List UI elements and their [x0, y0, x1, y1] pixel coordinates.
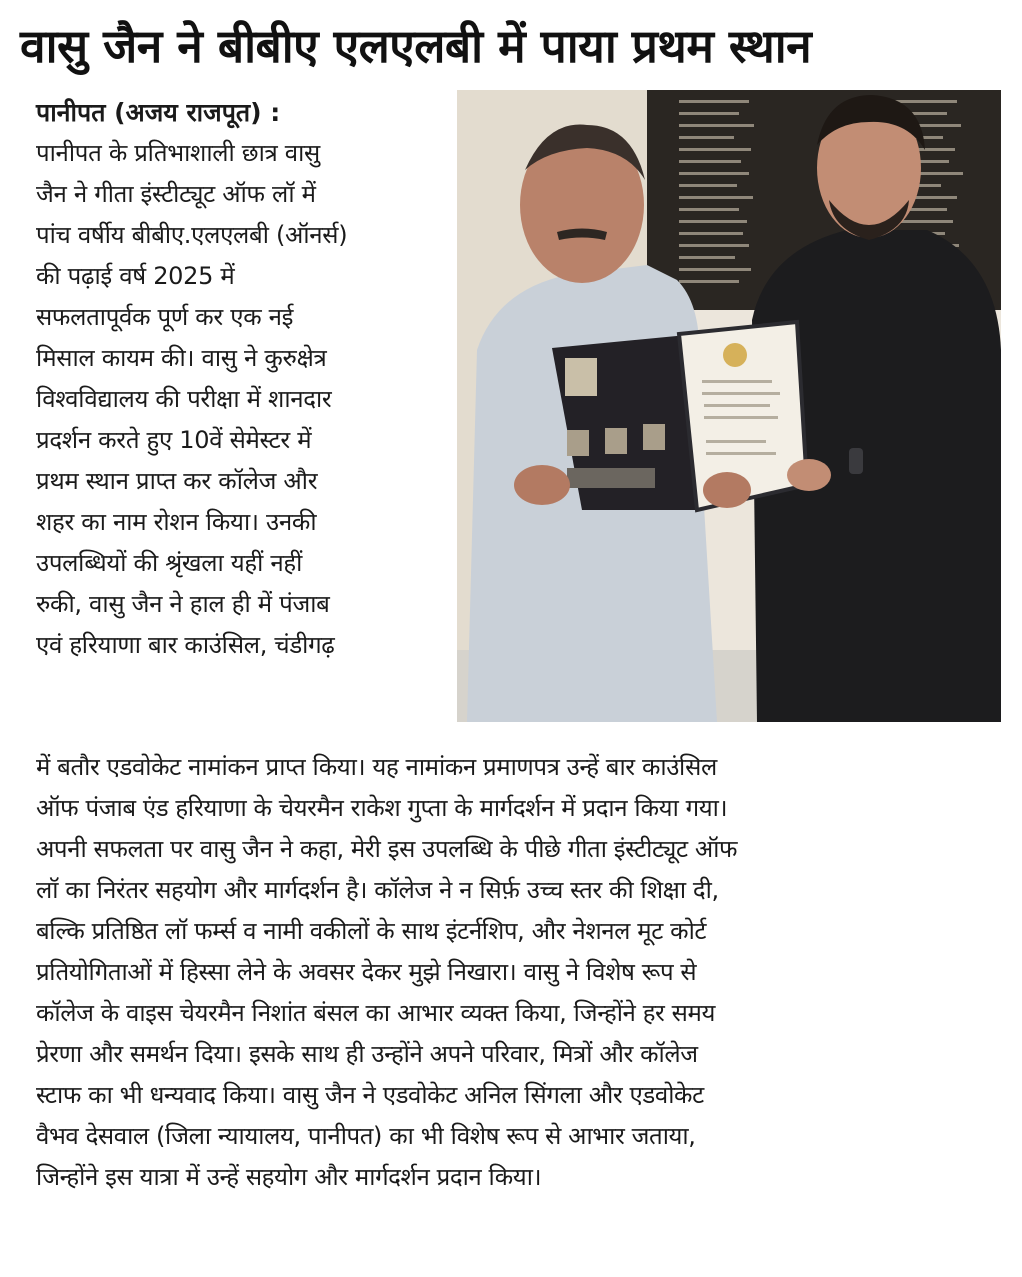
- body-line: कॉलेज के वाइस चेयरमैन निशांत बंसल का आभार व्यक्त किया, जिन्होंने हर समय: [36, 999, 715, 1027]
- body-line: शहर का नाम रोशन किया। उनकी: [36, 508, 317, 536]
- headline: वासु जैन ने बीबीए एलएलबी में पाया प्रथम स्थान: [20, 19, 812, 73]
- folder-portrait: [565, 358, 597, 396]
- article-top-column: [36, 92, 451, 666]
- news-photo: [457, 90, 1001, 722]
- folder-photo: [643, 424, 665, 450]
- body-line: वैभव देसवाल (जिला न्यायालय, पानीपत) का भी विशेष रूप से आभार जताया,: [36, 1122, 696, 1150]
- body-line: पानीपत के प्रतिभाशाली छात्र वासु: [36, 139, 320, 167]
- body-line: ऑफ पंजाब एंड हरियाणा के चेयरमैन राकेश गुप्ता के मार्गदर्शन में प्रदान किया गया।: [36, 794, 728, 822]
- folder-photo: [567, 430, 589, 456]
- folder-photo-row: [567, 468, 655, 488]
- body-line: रुकी, वासु जैन ने हाल ही में पंजाब: [36, 590, 330, 618]
- body-line: सफलतापूर्वक पूर्ण कर एक नई: [36, 303, 294, 331]
- folder-photo: [605, 428, 627, 454]
- certificate-seal: [723, 343, 747, 367]
- body-line: प्रदर्शन करते हुए 10वें सेमेस्टर में: [36, 426, 312, 454]
- body-line: पांच वर्षीय बीबीए.एलएलबी (ऑनर्स): [36, 221, 348, 249]
- body-line: विश्वविद्यालय की परीक्षा में शानदार: [36, 385, 332, 413]
- left-man-hand: [703, 472, 751, 508]
- left-man-hand: [514, 465, 570, 505]
- certificate-folder: [552, 322, 807, 510]
- body-line: प्रेरणा और समर्थन दिया। इसके साथ ही उन्होंने अपने परिवार, मित्रों और कॉलेज: [36, 1040, 698, 1068]
- body-line: में बतौर एडवोकेट नामांकन प्राप्त किया। यह नामांकन प्रमाणपत्र उन्हें बार काउंसिल: [36, 753, 717, 781]
- photo-illustration: [457, 90, 1001, 722]
- body-line: बल्कि प्रतिष्ठित लॉ फर्म्स व नामी वकीलों के साथ इंटर्नशिप, और नेशनल मूट कोर्ट: [36, 917, 707, 945]
- body-line: प्रतियोगिताओं में हिस्सा लेने के अवसर देकर मुझे निखारा। वासु ने विशेष रूप से: [36, 958, 697, 986]
- body-line: जिन्होंने इस यात्रा में उन्हें सहयोग और मार्गदर्शन प्रदान किया।: [36, 1163, 542, 1191]
- body-line: उपलब्धियों की श्रृंखला यहीं नहीं: [36, 549, 303, 577]
- body-line: एवं हरियाणा बार काउंसिल, चंडीगढ़: [36, 631, 335, 659]
- article-bottom-column: [36, 747, 996, 1198]
- byline: पानीपत (अजय राजपूत) :: [36, 98, 281, 127]
- wrist-watch: [849, 448, 863, 474]
- right-man-hand: [787, 459, 831, 491]
- body-line: अपनी सफलता पर वासु जैन ने कहा, मेरी इस उपलब्धि के पीछे गीता इंस्टीट्यूट ऑफ: [36, 835, 738, 863]
- body-line: लॉ का निरंतर सहयोग और मार्गदर्शन है। कॉलेज ने न सिर्फ़ उच्च स्तर की शिक्षा दी,: [36, 876, 719, 904]
- body-line: मिसाल कायम की। वासु ने कुरुक्षेत्र: [36, 344, 327, 372]
- body-line: जैन ने गीता इंस्टीट्यूट ऑफ लॉ में: [36, 180, 316, 208]
- body-line: स्टाफ का भी धन्यवाद किया। वासु जैन ने एडवोकेट अनिल सिंगला और एडवोकेट: [36, 1081, 704, 1109]
- body-line: प्रथम स्थान प्राप्त कर कॉलेज और: [36, 467, 318, 495]
- body-line: की पढ़ाई वर्ष 2025 में: [36, 262, 235, 290]
